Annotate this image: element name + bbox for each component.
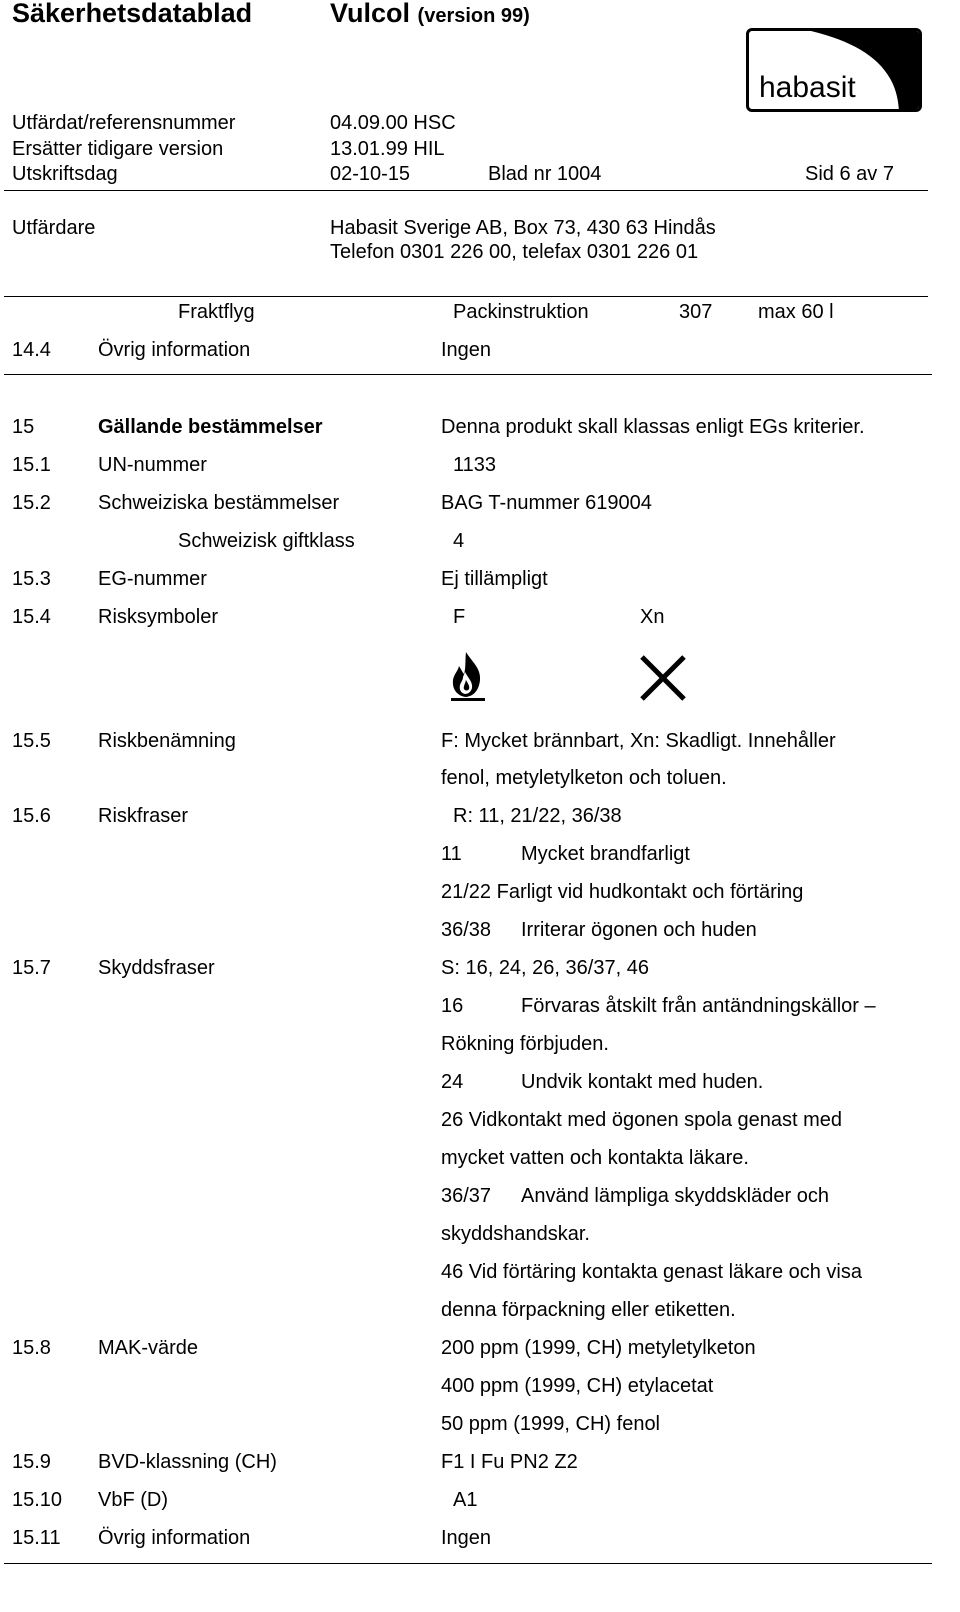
section-15-4-label: Risksymboler — [98, 606, 219, 628]
section-15-9-label: BVD-klassning (CH) — [98, 1451, 277, 1473]
safety-phrase-36-37-text-cont: skyddshandskar. — [441, 1223, 590, 1245]
section-15-6-label: Riskfraser — [98, 805, 189, 827]
section-15-5-label: Riskbenämning — [98, 730, 236, 752]
section-15-3-value: Ej tillämpligt — [441, 568, 548, 590]
section-15-5-value-line2: fenol, metyletylketon och toluen. — [441, 767, 727, 789]
section-divider — [4, 374, 932, 375]
section-15-1-number: 15.1 — [12, 454, 51, 476]
risk-symbol-xn-label: Xn — [640, 606, 665, 628]
habasit-logo — [746, 28, 922, 112]
mak-value-phenol: 50 ppm (1999, CH) fenol — [441, 1413, 661, 1435]
issued-value: 04.09.00 HSC — [330, 112, 456, 134]
risk-phrase-21-22: 21/22 Farligt vid hudkontakt och förtäring — [441, 881, 804, 903]
section-15-10-label: VbF (D) — [98, 1489, 168, 1511]
pack-instruction-number: 307 — [679, 301, 713, 323]
safety-phrase-16-code: 16 — [441, 995, 464, 1017]
section-15-2-number: 15.2 — [12, 492, 51, 514]
section-15-3-number: 15.3 — [12, 568, 51, 590]
safety-phrase-36-37-text: Använd lämpliga skyddskläder och — [521, 1185, 829, 1207]
section-15-8-number: 15.8 — [12, 1337, 51, 1359]
issuer-label: Utfärdare — [12, 217, 96, 239]
section-15-6-number: 15.6 — [12, 805, 51, 827]
section-15-heading-value: Denna produkt skall klassas enligt EGs kriterier. — [441, 416, 865, 438]
section-14-4-value: Ingen — [441, 339, 492, 361]
logo-text: habasit — [759, 71, 856, 104]
product-version: (version 99) — [417, 5, 530, 27]
section-15-6-value: R: 11, 21/22, 36/38 — [453, 805, 622, 827]
safety-phrase-24-text: Undvik kontakt med huden. — [521, 1071, 764, 1093]
section-15-5-number: 15.5 — [12, 730, 51, 752]
poison-class-value: 4 — [453, 530, 465, 552]
section-15-10-value: A1 — [453, 1489, 478, 1511]
section-15-5-value-line1: F: Mycket brännbart, Xn: Skadligt. Innehåller — [441, 730, 836, 752]
mak-value-mek: 200 ppm (1999, CH) metyletylketon — [441, 1337, 756, 1359]
safety-phrase-46-line1: 46 Vid förtäring kontakta genast läkare och visa — [441, 1261, 862, 1283]
mak-value-ethyl-acetate: 400 ppm (1999, CH) etylacetat — [441, 1375, 714, 1397]
header-divider — [4, 190, 928, 191]
print-date-value: 02-10-15 — [330, 163, 411, 185]
footer-divider — [4, 1563, 932, 1564]
section-15-7-number: 15.7 — [12, 957, 51, 979]
section-14-4-label: Övrig information — [98, 339, 251, 361]
risk-phrase-36-38-text: Irriterar ögonen och huden — [521, 919, 757, 941]
risk-symbol-f-label: F — [453, 606, 466, 628]
section-15-heading: Gällande bestämmelser — [98, 416, 323, 438]
print-date-label: Utskriftsdag — [12, 163, 118, 185]
freight-label: Fraktflyg — [178, 301, 255, 323]
section-15-11-value: Ingen — [441, 1527, 492, 1549]
section-15-11-number: 15.11 — [12, 1527, 61, 1549]
section-15-1-value: 1133 — [453, 454, 497, 476]
safety-phrase-16-text: Förvaras åtskilt från antändningskällor – — [521, 995, 876, 1017]
safety-phrase-26-line1: 26 Vidkontakt med ögonen spola genast med — [441, 1109, 843, 1131]
product-name-text: Vulcol — [330, 0, 411, 28]
section-15-9-number: 15.9 — [12, 1451, 51, 1473]
issued-label: Utfärdat/referensnummer — [12, 112, 236, 134]
safety-phrase-26-line2: mycket vatten och kontakta läkare. — [441, 1147, 749, 1169]
section-15-number: 15 — [12, 416, 35, 438]
section-15-11-label: Övrig information — [98, 1527, 251, 1549]
section-15-2-label: Schweiziska bestämmelser — [98, 492, 340, 514]
issuer-address: Habasit Sverige AB, Box 73, 430 63 Hindås — [330, 217, 716, 239]
flame-icon — [448, 650, 488, 702]
sheet-number: Blad nr 1004 — [488, 163, 602, 185]
product-name — [330, 0, 530, 27]
section-15-4-number: 15.4 — [12, 606, 51, 628]
safety-phrase-24-code: 24 — [441, 1071, 464, 1093]
replaces-value: 13.01.99 HIL — [330, 138, 445, 160]
poison-class-label: Schweizisk giftklass — [178, 530, 355, 552]
safety-phrase-46-line2: denna förpackning eller etiketten. — [441, 1299, 736, 1321]
issuer-divider — [4, 296, 928, 297]
pack-max: max 60 l — [758, 301, 834, 323]
section-15-10-number: 15.10 — [12, 1489, 63, 1511]
section-15-8-label: MAK-värde — [98, 1337, 199, 1359]
section-15-7-value: S: 16, 24, 26, 36/37, 46 — [441, 957, 649, 979]
safety-phrase-16-text-cont: Rökning förbjuden. — [441, 1033, 609, 1055]
section-15-2-value: BAG T-nummer 619004 — [441, 492, 652, 514]
harmful-x-icon — [638, 653, 688, 703]
risk-phrase-36-38-code: 36/38 — [441, 919, 492, 941]
risk-phrase-11-code: 11 — [441, 843, 462, 865]
safety-phrase-36-37-code: 36/37 — [441, 1185, 492, 1207]
issuer-phone: Telefon 0301 226 00, telefax 0301 226 01 — [330, 241, 699, 263]
section-15-7-label: Skyddsfraser — [98, 957, 215, 979]
document-title: Säkerhetsdatablad — [12, 0, 253, 28]
section-15-9-value: F1 I Fu PN2 Z2 — [441, 1451, 578, 1473]
risk-phrase-11-text: Mycket brandfarligt — [521, 843, 690, 865]
section-15-1-label: UN-nummer — [98, 454, 207, 476]
replaces-label: Ersätter tidigare version — [12, 138, 224, 160]
pack-instruction-label: Packinstruktion — [453, 301, 589, 323]
section-14-4-number: 14.4 — [12, 339, 51, 361]
section-15-3-label: EG-nummer — [98, 568, 207, 590]
page-number: Sid 6 av 7 — [805, 163, 894, 185]
